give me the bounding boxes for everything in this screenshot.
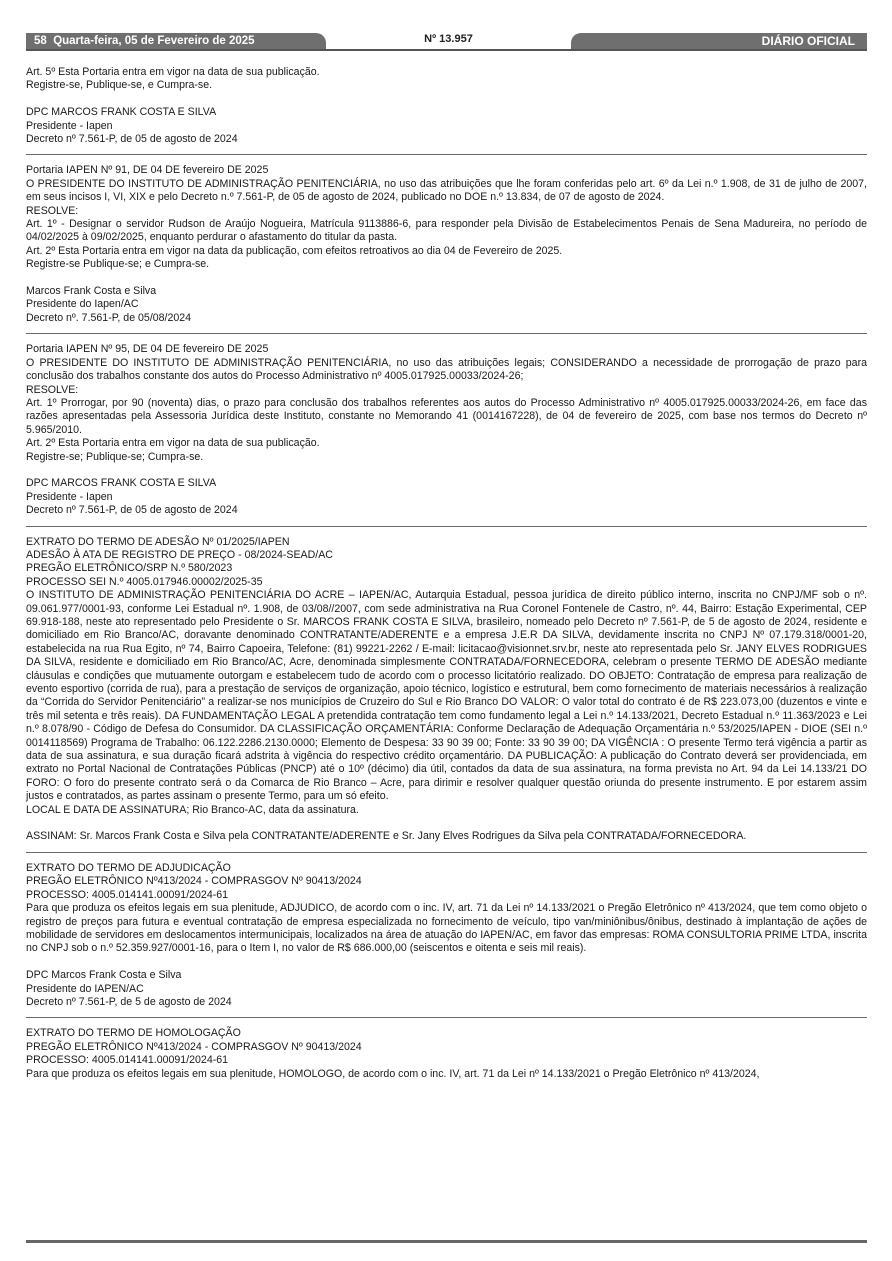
text-paragraph: PROCESSO: 4005.014141.00091/2024-61 <box>26 1054 229 1067</box>
page-number: 58 <box>34 35 47 47</box>
blank-line <box>26 272 867 285</box>
text-paragraph: Registre-se; Publique-se; Cumpra-se. <box>26 450 204 463</box>
text-paragraph: Presidente do IAPEN/AC <box>26 982 144 995</box>
text-paragraph: Decreto nº 7.561-P, de 05 de agosto de 2024 <box>26 133 238 146</box>
text-paragraph: Art. 5º Esta Portaria entra em vigor na data de sua publicação. <box>26 66 320 78</box>
text-paragraph: Portaria IAPEN Nº 95, DE 04 DE fevereiro DE 2025 <box>26 343 269 356</box>
header-left-bar <box>26 33 326 50</box>
text-paragraph: ASSINAM: Sr. Marcos Frank Costa e Silva pela CONTRATANTE/ADERENTE e Sr. Jany Elves Rodrigues da Silva pela CONTRATADA/FORNECEDORA. <box>26 830 747 843</box>
text-paragraph: Marcos Frank Costa e Silva <box>26 285 157 298</box>
text-paragraph: EXTRATO DO TERMO DE ADESÃO Nº 01/2025/IAPEN <box>26 535 290 548</box>
text-paragraph: O PRESIDENTE DO INSTITUTO DE ADMINISTRAÇÃO PENITENCIÁRIA, no uso das atribuições legais; CONSIDERANDO a necessidade de prorrogação de prazo para conclusão dos trabalhos constante dos autos do Processo Administrativo nº 4005.017925.00033/2024-26; <box>26 356 867 383</box>
text-paragraph: Registre-se Publique-se; e Cumpra-se. <box>26 258 210 271</box>
text-paragraph: DPC Marcos Frank Costa e Silva <box>26 969 182 982</box>
blank-line <box>26 817 867 830</box>
text-paragraph: Presidente do Iapen/AC <box>26 298 139 311</box>
section-divider <box>26 1017 867 1018</box>
text-paragraph: PROCESSO SEI N.º 4005.017946.00002/2025-35 <box>26 575 263 588</box>
text-paragraph: Decreto nº. 7.561-P, de 05/08/2024 <box>26 311 192 324</box>
text-paragraph: O PRESIDENTE DO INSTITUTO DE ADMINISTRAÇÃO PENITENCIÁRIA, no uso das atribuições que lhe foram conferidas pelo art. 6º da Lei n.º 1.908, de 31 de julho de 2007, em seus incisos I, VI, XIX e pelo Decreto n.º 7.561-P, de 05 de agosto de 2024, publicado no DOE n.º 13.834, de 07 de agosto de 2024. <box>26 177 867 204</box>
text-paragraph: DPC MARCOS FRANK COSTA E SILVA <box>26 477 217 490</box>
document-section <box>26 862 867 1009</box>
text-paragraph: Art. 2º Esta Portaria entra em vigor na data da publicação, com efeitos retroativos ao dia 04 de Fevereiro de 2025. <box>26 244 563 257</box>
issue-date: Quarta-feira, 05 de Fevereiro de 2025 <box>53 35 255 47</box>
text-paragraph: PROCESSO: 4005.014141.00091/2024-61 <box>26 888 229 901</box>
text-paragraph: Art. 1º - Designar o servidor Rudson de Araújo Nogueira, Matrícula 9113886-6, para responder pela Divisão de Estabelecimentos Penais de Sena Madureira, no período de 04/02/2025 à 09/02/2025, enquanto perdurar o afastamento do titular da pasta. <box>26 218 867 244</box>
text-paragraph: LOCAL E DATA DE ASSINATURA; Rio Branco-AC, data da assinatura. <box>26 803 359 816</box>
text-paragraph: EXTRATO DO TERMO DE ADJUDICAÇÃO <box>26 861 231 874</box>
section-divider <box>26 333 867 334</box>
blank-line <box>26 464 867 477</box>
page-content <box>26 66 867 1081</box>
text-paragraph: Decreto nº 7.561-P, de 05 de agosto de 2024 <box>26 504 238 517</box>
footer-rule <box>26 1240 867 1243</box>
text-paragraph: O INSTITUTO DE ADMINISTRAÇÃO PENITENCIÁRIA DO ACRE – IAPEN/AC, Autarquia Estadual, pessoa jurídica de direito público interno, inscrita no CNPJ/MF sob o nº. 09.061.977/0001-93, conforme Lei Estadual nº. 1.908, de 03/08//2007, com sede administrativa na Rua Coronel Fontenele de Castro, nº. 44, Bairro: Estação Experimental, CEP 69.918-188, neste ato representado pelo Presidente o Sr. MARCOS FRANK COSTA E SILVA, brasileiro, nomeado pelo Decreto nº 7.561-P, de 5 de agosto de 2024, residente e domiciliado em Rio Branco/AC, doravante denominado CONTRATANTE/ADERENTE e a empresa J.E.R DA SILVA, devidamente inscrita no CNPJ Nº 07.179.318/0001-20, estabelecida na rua Rua Egito, nº 74, Bairro Capoeira, Telefone: (81) 99221-2262 / E-mail: licitacao@visionnet.srv.br, neste ato representada pelo Sr. JANY ELVES RODRIGUES DA SILVA, residente e domiciliado em Rio Branco/AC, Acre, denominada simplesmente CONTRATADA/FORNECEDORA, celebram o presente TERMO DE ADESÃO mediante cláusulas e condições que mutuamente outorgam e estabelecem tudo de acordo com o processo licitatório realizado. DO OBJETO: Contratação de empresa para realização de evento esportivo (corrida de rua), para a prestação de serviços de organização, apoio técnico, logístico e estrutural, bem como fornecimento de materiais necessários à realização da “Corrida do Servidor Penitenciário” a realizar-se nos municípios de Cruzeiro do Sul e Rio Branco DO VALOR: O valor total do contrato é de R$ 223.073,00 (duzentos e vinte e três mil setenta e três reais). DA FUNDAMENTAÇÃO LEGAL A pretendida contratação tem como fundamento legal a Lei n.º 14.133/2021, Decreto Estadual n.º 11.363/2023 e Lei n.º 8.078/90 - Código de Defesa do Consumidor. DA CLASSIFICAÇÃO ORÇAMENTÁRIA: Conforme Declaração de Adequação Orçamentária n.º 53/2025/IAPEN - DIOE (SEI n.º 0014118569) Programa de Trabalho: 06.122.2286.2130.0000; Elemento de Despesa: 33 90 39 00; Fonte: 33 90 39 00; DA VIGÊNCIA : O presente Termo terá vigência a partir as data de sua assinatura, e sua duração ficará adstrita à vigência do respectivo crédito orçamentário. DA PUBLICAÇÃO: A publicação do Contrato deverá ser providenciada, em extrato no Portal Nacional de Contratações Públicas (PNCP) até o 10º (décimo) dia útil, contados da data de sua assinatura, na forma prevista no Art. 94 da Lei 14.133/21 DO FORO: O foro do presente contrato será o da Comarca de Rio Branco – Acre, para dirimir e resolver qualquer questão oriunda do presente instrumento. E por estarem assim justos e contratados, as partes assinam o presente Termo, para um só efeito. <box>26 589 867 803</box>
text-paragraph: Para que produza os efeitos legais em sua plenitude, ADJUDICO, de acordo com o inc. IV, art. 71 da Lei nº 14.133/2021 o Pregão Eletrônico nº 413/2024, que tem como objeto o registro de preços para futura e eventual contratação de empresa especializada no fornecimento de veículo, tipo van/miniônibus/ônibus, destinado à implantação de ações de mobilidade de servidores em deslocamentos intermunicipais, localizados na área de atuação do IAPEN/AC, em favor das empresas: ROMA CONSULTORIA PRIME LTDA, inscrita no CNPJ sob o n.º 52.359.927/0001-16, para o Item I, no valor de R$ 686.000,00 (seiscentos e oitenta e seis mil reais). <box>26 902 867 955</box>
text-paragraph: EXTRATO DO TERMO DE HOMOLOGAÇÃO <box>26 1027 241 1040</box>
text-paragraph: Presidente - Iapen <box>26 490 113 503</box>
document-section <box>26 536 867 844</box>
text-paragraph: DPC MARCOS FRANK COSTA E SILVA <box>26 106 217 119</box>
issue-number: Nº 13.957 <box>424 33 473 45</box>
text-paragraph: ADESÃO À ATA DE REGISTRO DE PREÇO - 08/2024-SEAD/AC <box>26 548 333 561</box>
page-header <box>26 33 867 50</box>
document-section <box>26 343 867 517</box>
document-section <box>26 66 867 146</box>
text-paragraph: PREGÃO ELETRÔNICO Nº413/2024 - COMPRASGOV Nº 90413/2024 <box>26 875 362 888</box>
section-divider <box>26 526 867 527</box>
section-divider <box>26 154 867 155</box>
text-paragraph: Registre-se, Publique-se, e Cumpra-se. <box>26 79 213 92</box>
text-paragraph: Decreto nº 7.561-P, de 5 de agosto de 2024 <box>26 995 232 1008</box>
text-paragraph: Para que produza os efeitos legais em sua plenitude, HOMOLOGO, de acordo com o inc. IV, art. 71 da Lei nº 14.133/2021 o Pregão Eletrônico nº 413/2024, <box>26 1067 760 1080</box>
document-section <box>26 1027 867 1081</box>
text-paragraph: RESOLVE: <box>26 383 79 396</box>
text-paragraph: Portaria IAPEN Nº 91, DE 04 DE fevereiro DE 2025 <box>26 164 269 177</box>
document-section <box>26 164 867 325</box>
text-paragraph: PREGÃO ELETRÔNICO Nº413/2024 - COMPRASGOV Nº 90413/2024 <box>26 1040 362 1053</box>
newspaper-page <box>26 33 867 1261</box>
text-paragraph: Presidente - Iapen <box>26 119 113 132</box>
text-paragraph: PREGÃO ELETRÔNICO/SRP N.º 580/2023 <box>26 562 233 575</box>
text-paragraph: RESOLVE: <box>26 204 79 217</box>
text-paragraph: Art. 2º Esta Portaria entra em vigor na data de sua publicação. <box>26 437 320 450</box>
header-rule <box>26 49 867 51</box>
text-paragraph: Art. 1º Prorrogar, por 90 (noventa) dias, o prazo para conclusão dos trabalhos referentes aos autos do Processo Administrativo nº 4005.017925.00033/2024-26, em face das razões apresentadas pela Assessoria Jurídica deste Instituto, constante no Memorando 41 (0014167228), de 04 de fevereiro de 2025, com base nos termos do Decreto nº 5.965/2010. <box>26 396 867 436</box>
publication-name: DIÁRIO OFICIAL <box>571 33 867 50</box>
blank-line <box>26 93 867 106</box>
blank-line <box>26 956 867 969</box>
section-divider <box>26 852 867 853</box>
